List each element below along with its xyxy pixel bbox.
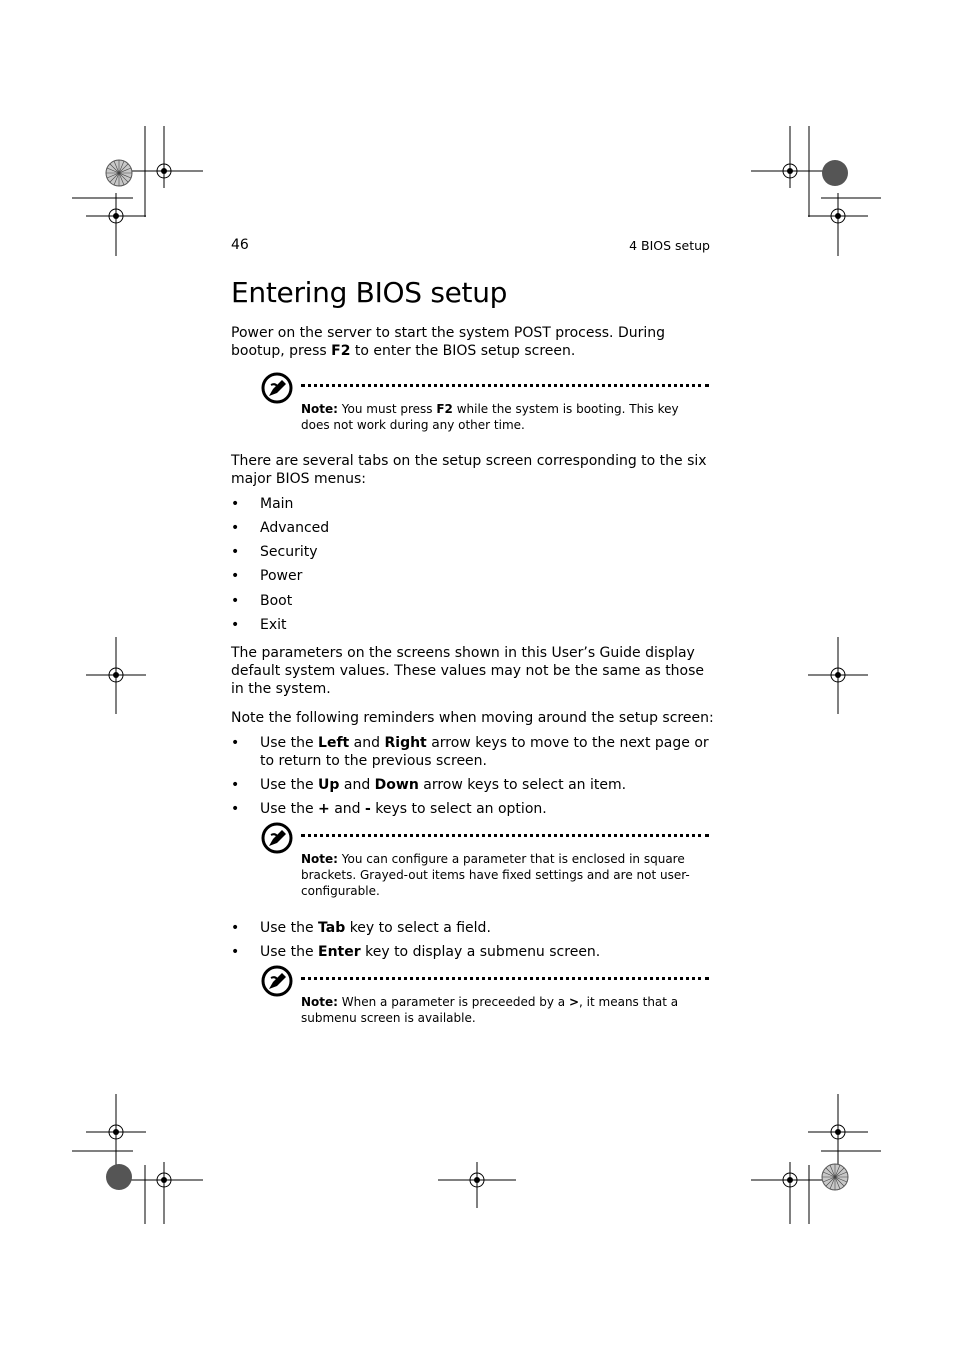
note-text: Note: You must press F2 while the system is booting. This key does not work during any other time. — [301, 402, 679, 432]
reminders-intro-paragraph: Note the following reminders when moving around the setup screen: — [231, 710, 714, 726]
parameters-paragraph: The parameters on the screens shown in this User’s Guide display default system values. These values may not be the same as those in the system. — [231, 645, 705, 697]
note-text: Note: When a parameter is preceeded by a >, it means that a submenu screen is available. — [301, 995, 679, 1025]
note-pencil-icon — [261, 372, 293, 404]
tabs-intro-paragraph: There are several tabs on the setup screen corresponding to the six major BIOS menus: — [231, 453, 707, 487]
note-text: Note: You can configure a parameter that is enclosed in square brackets. Grayed-out items have fixed settings and are not user-configurable. — [301, 852, 690, 898]
note-divider — [301, 384, 709, 387]
page-title: Entering BIOS setup — [231, 276, 508, 309]
intro-paragraph: Power on the server to start the system POST process. During bootup, press F2 to enter the BIOS setup screen. — [231, 325, 666, 359]
note-pencil-icon — [261, 965, 293, 997]
note-divider — [301, 977, 709, 980]
note-divider — [301, 834, 709, 837]
running-header: 4 BIOS setup — [629, 238, 710, 253]
f2-key: F2 — [331, 343, 351, 359]
note-pencil-icon — [261, 822, 293, 854]
page-number: 46 — [231, 237, 249, 253]
